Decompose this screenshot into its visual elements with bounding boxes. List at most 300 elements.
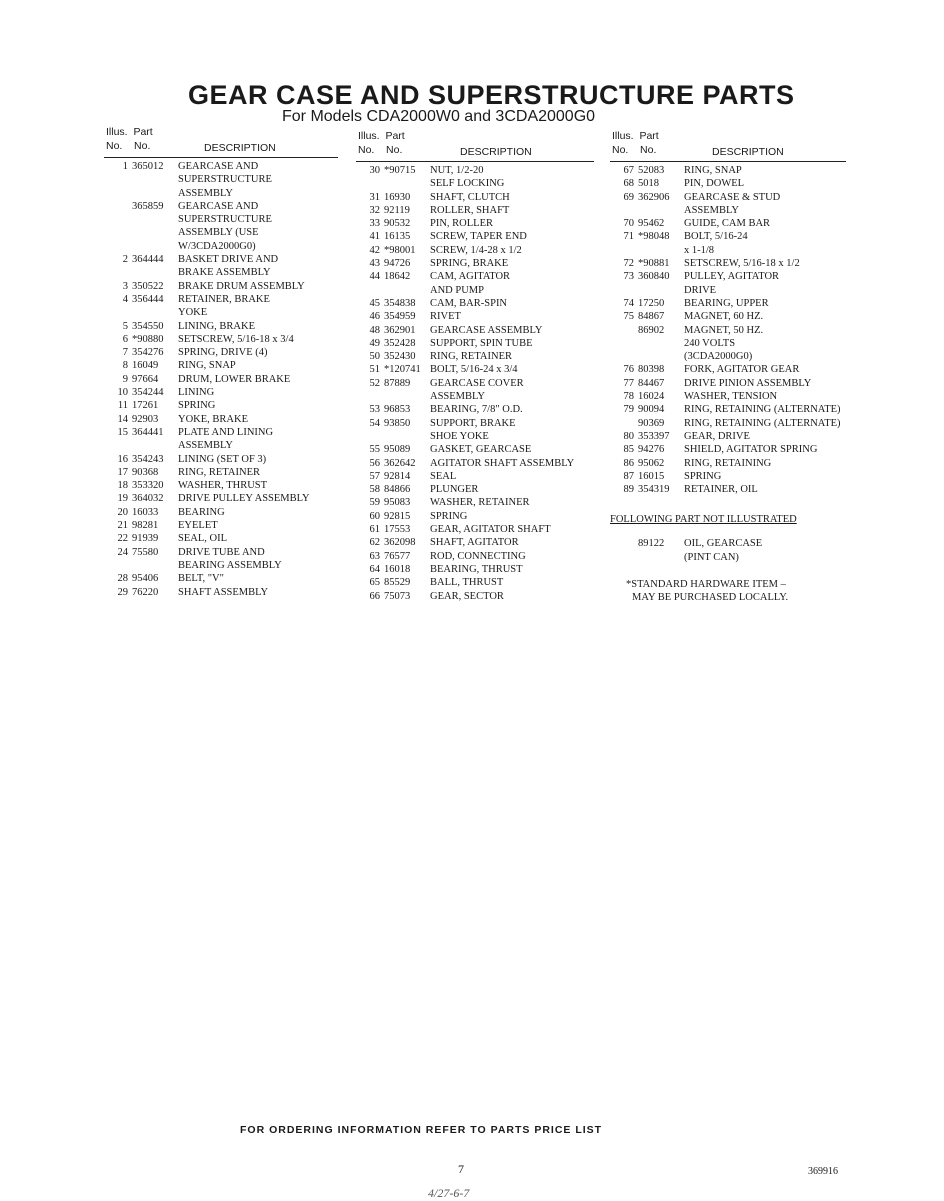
description-line: BOLT, 5/16-24 x 3/4 (430, 364, 518, 376)
part-number: 17261 (132, 400, 159, 412)
part-description (430, 377, 594, 404)
description-line: ROD, CONNECTING (430, 550, 526, 562)
part-row (356, 550, 594, 563)
part-row (610, 457, 846, 470)
illus-number: 64 (369, 563, 380, 575)
part-number: 95406 (132, 573, 159, 585)
part-row (356, 310, 594, 323)
part-number: 90369 (638, 417, 665, 429)
part-number: 76577 (384, 550, 411, 562)
description-line: GEARCASE AND (178, 161, 259, 172)
header-illus-part: Illus. Part (106, 126, 153, 138)
part-description (430, 297, 594, 310)
part-row (610, 297, 846, 310)
description-line: GASKET, GEARCASE (430, 444, 532, 456)
description-line: SPRING (684, 470, 722, 482)
illus-number: 19 (117, 493, 128, 505)
description-line: BELT, "V" (178, 573, 224, 585)
part-number: 95062 (638, 457, 665, 469)
part-row (104, 546, 338, 573)
illus-number: 55 (369, 444, 380, 456)
part-description (178, 373, 338, 386)
illus-number: 75 (623, 311, 634, 323)
part-row (356, 230, 594, 243)
part-row (356, 164, 594, 191)
description-line: BEARING (178, 506, 225, 518)
header-rule (104, 157, 338, 158)
part-row (104, 572, 338, 585)
part-description (684, 324, 846, 364)
illus-number: 28 (117, 573, 128, 585)
part-description (430, 510, 594, 523)
part-number: 86902 (638, 324, 665, 336)
description-line: SUPPORT, SPIN TUBE (430, 337, 533, 349)
part-description (684, 470, 846, 483)
description-line: CAM, AGITATOR (430, 271, 511, 283)
illus-number: 33 (369, 218, 380, 230)
part-row (356, 496, 594, 509)
part-number: 87889 (384, 377, 411, 389)
illus-number: 7 (122, 347, 128, 359)
column-header (356, 130, 594, 164)
part-row (356, 403, 594, 416)
part-description (430, 443, 594, 456)
part-description (430, 483, 594, 496)
part-number: 85529 (384, 577, 411, 589)
description-line: RING, RETAINING (ALTERNATE) (684, 404, 841, 416)
illus-number: 85 (623, 444, 634, 456)
part-number: 365012 (132, 161, 164, 172)
part-description (684, 443, 846, 456)
illus-number: 1 (122, 161, 128, 172)
part-row (104, 386, 338, 399)
description-line: SEAL, OIL (178, 533, 227, 545)
description-line: LINING, BRAKE (178, 320, 255, 332)
part-number: 84467 (638, 377, 665, 389)
ordering-info-footer: FOR ORDERING INFORMATION REFER TO PARTS PRICE LIST (240, 1124, 603, 1136)
part-number: 95089 (384, 444, 411, 456)
part-number: 16015 (638, 470, 665, 482)
part-description (430, 270, 594, 297)
part-row (104, 519, 338, 532)
part-description (430, 217, 594, 230)
illus-number (610, 417, 638, 430)
part-number: 350522 (132, 280, 164, 292)
part-description (430, 244, 594, 257)
part-number: 16930 (384, 191, 411, 203)
part-number: 94276 (638, 444, 665, 456)
part-description (430, 257, 594, 270)
illus-number: 49 (369, 337, 380, 349)
not-illustrated-row (610, 537, 846, 564)
illus-number: 3 (122, 280, 128, 292)
description-line: YOKE, BRAKE (178, 413, 248, 425)
part-number: 362906 (638, 191, 670, 203)
part-description (430, 417, 594, 444)
part-row (104, 426, 338, 453)
part-row (356, 377, 594, 404)
part-number: 93850 (384, 417, 411, 429)
part-description (430, 310, 594, 323)
description-line: SHIELD, AGITATOR SPRING (684, 444, 818, 456)
illus-number: 58 (369, 484, 380, 496)
part-number: 90532 (384, 218, 411, 230)
part-row (356, 457, 594, 470)
description-line: SHAFT, CLUTCH (430, 191, 510, 203)
part-number: 92815 (384, 510, 411, 522)
illus-number: 54 (369, 417, 380, 429)
illus-number: 43 (369, 258, 380, 270)
part-number: 97664 (132, 373, 159, 385)
part-number: 94726 (384, 258, 411, 270)
illus-number: 20 (117, 506, 128, 518)
part-row (104, 506, 338, 519)
description-line: SEAL (430, 470, 457, 482)
part-number: 84867 (638, 311, 665, 323)
description-line: RING, RETAINING (ALTERNATE) (684, 417, 841, 429)
part-row (356, 270, 594, 297)
standard-hardware-note: *STANDARD HARDWARE ITEM – MAY BE PURCHASED LOCALLY. (626, 579, 789, 604)
illus-number: 63 (369, 550, 380, 562)
description-line: MAGNET, 50 HZ. (684, 324, 764, 336)
part-number: 92814 (384, 470, 411, 482)
description-line: SUPERSTRUCTURE (178, 214, 272, 226)
part-description (178, 399, 338, 412)
part-number: 76220 (132, 586, 159, 598)
illus-number: 9 (122, 373, 128, 385)
part-description (430, 337, 594, 350)
description-line: WASHER, THRUST (178, 480, 268, 492)
part-number: 18642 (384, 271, 411, 283)
illus-number: 80 (623, 430, 634, 442)
part-number: *98048 (638, 231, 670, 243)
part-description (178, 386, 338, 399)
illus-number: 86 (623, 457, 634, 469)
part-row (356, 257, 594, 270)
part-row (104, 399, 338, 412)
description-line: GUIDE, CAM BAR (684, 218, 771, 230)
part-description (430, 324, 594, 337)
part-number: 90094 (638, 404, 665, 416)
part-row (356, 563, 594, 576)
description-line: GEAR, DRIVE (684, 430, 750, 442)
illus-number: 24 (117, 546, 128, 558)
description-line: LINING (SET OF 3) (178, 453, 267, 465)
part-row (610, 230, 846, 257)
illus-number: 15 (117, 426, 128, 438)
description-line: AND PUMP (430, 284, 484, 296)
description-line: SUPPORT, BRAKE (430, 417, 516, 429)
description-line: BALL, THRUST (430, 577, 504, 589)
part-row (610, 324, 846, 364)
description-line: YOKE (178, 307, 208, 319)
page-number: 7 (458, 1162, 464, 1176)
illus-number: 60 (369, 510, 380, 522)
part-number: 352428 (384, 337, 416, 349)
part-row (104, 280, 338, 293)
parts-column-1 (104, 126, 338, 599)
description-line: SPRING, BRAKE (430, 258, 509, 270)
illus-number: 77 (623, 377, 634, 389)
description-line: RING, SNAP (178, 360, 236, 372)
part-description (684, 390, 846, 403)
description-line: ASSEMBLY (178, 440, 233, 452)
part-row (104, 453, 338, 466)
page-subtitle: For Models CDA2000W0 and 3CDA2000G0 (282, 108, 596, 125)
illus-number: 61 (369, 524, 380, 536)
description-line: SPRING (430, 510, 468, 522)
illus-number: 70 (623, 218, 634, 230)
description-line: SCREW, TAPER END (430, 231, 527, 243)
part-row (356, 350, 594, 363)
header-rule (356, 161, 594, 162)
part-row (356, 337, 594, 350)
part-number: 16024 (638, 391, 665, 403)
description-line: RETAINER, OIL (684, 484, 758, 496)
illus-number: 73 (623, 271, 634, 283)
part-description (684, 164, 846, 177)
part-number: 75580 (132, 546, 159, 558)
part-number: 354319 (638, 484, 670, 496)
part-description (684, 310, 846, 323)
part-description (178, 546, 338, 573)
description-line: BEARING, 7/8" O.D. (430, 404, 523, 416)
part-description (178, 333, 338, 346)
description-line: 240 VOLTS (684, 337, 736, 349)
illus-number: 22 (117, 533, 128, 545)
part-description (430, 191, 594, 204)
illus-number: 76 (623, 364, 634, 376)
part-number: 84866 (384, 484, 411, 496)
description-line: PLUNGER (430, 484, 479, 496)
description-line: GEAR, AGITATOR SHAFT (430, 524, 551, 536)
part-number: 16033 (132, 506, 159, 518)
part-number: 354276 (132, 347, 164, 359)
description-line: WASHER, RETAINER (430, 497, 530, 509)
part-description (430, 590, 594, 603)
description-line: BEARING, UPPER (684, 297, 769, 309)
part-row (104, 359, 338, 372)
part-row (104, 346, 338, 359)
part-row (610, 377, 846, 390)
description-line: x 1-1/8 (684, 244, 715, 256)
part-description (684, 403, 846, 416)
part-row (356, 576, 594, 589)
description-line: BRAKE ASSEMBLY (178, 267, 271, 279)
description-line: GEARCASE AND (178, 200, 259, 212)
column-header (104, 126, 338, 160)
part-number: 95462 (638, 218, 665, 230)
parts-column-3 (610, 130, 846, 605)
illus-number: 48 (369, 324, 380, 336)
illus-number: 2 (122, 254, 128, 266)
part-row (104, 373, 338, 386)
part-number: *90880 (132, 333, 164, 345)
parts-list (356, 164, 594, 603)
part-description (178, 492, 338, 505)
description-line: LINING (178, 387, 215, 399)
description-line: SPRING (178, 400, 216, 412)
illus-number: 45 (369, 297, 380, 309)
description-line: SETSCREW, 5/16-18 x 1/2 (684, 258, 800, 270)
not-illustrated-heading: FOLLOWING PART NOT ILLUSTRATED (610, 514, 797, 526)
part-number: 354838 (384, 297, 416, 309)
description-line: (3CDA2000G0) (684, 351, 753, 363)
part-row (610, 217, 846, 230)
description-line: NUT, 1/2-20 (430, 165, 484, 176)
part-description (430, 576, 594, 589)
part-number: 362901 (384, 324, 416, 336)
description-line: GEARCASE & STUD (684, 191, 781, 203)
illus-number: 89 (623, 484, 634, 496)
description-line: DRIVE TUBE AND (178, 546, 265, 558)
part-row (610, 310, 846, 323)
part-description (178, 586, 338, 599)
illus-number: 72 (623, 258, 634, 270)
part-description (684, 417, 846, 430)
part-row (610, 177, 846, 190)
illus-number: 71 (623, 231, 634, 243)
illus-number (104, 200, 132, 253)
part-row (104, 466, 338, 479)
illus-number: 18 (117, 480, 128, 492)
header-no: No. No. (358, 144, 403, 156)
part-description (684, 217, 846, 230)
description-line: BEARING ASSEMBLY (178, 559, 282, 571)
header-illus-part: Illus. Part (612, 130, 659, 142)
part-description (178, 280, 338, 293)
part-row (104, 253, 338, 280)
part-description (684, 177, 846, 190)
page-title: GEAR CASE AND SUPERSTRUCTURE PARTS (188, 80, 795, 110)
part-number: 362642 (384, 457, 416, 469)
part-description (178, 346, 338, 359)
part-row (610, 164, 846, 177)
part-row (610, 470, 846, 483)
description-line: BOLT, 5/16-24 (684, 231, 748, 243)
part-row (610, 363, 846, 376)
part-row (610, 483, 846, 496)
description-line: AGITATOR SHAFT ASSEMBLY (430, 457, 575, 469)
part-row (104, 492, 338, 505)
illus-number: 5 (122, 320, 128, 332)
parts-list (610, 164, 846, 496)
part-row (356, 590, 594, 603)
part-row (104, 293, 338, 320)
illus-number: 31 (369, 191, 380, 203)
part-number: 5018 (638, 178, 659, 190)
illus-number: 57 (369, 470, 380, 482)
parts-list (104, 160, 338, 599)
part-number: 96853 (384, 404, 411, 416)
description-line: PIN, DOWEL (684, 178, 745, 190)
illus-number: 74 (623, 297, 634, 309)
part-number: *98001 (384, 244, 416, 256)
description-line: W/3CDA2000G0) (178, 240, 256, 252)
illus-number: 53 (369, 404, 380, 416)
part-description (178, 532, 338, 545)
part-number: 75073 (384, 590, 411, 602)
part-description (430, 350, 594, 363)
part-row (356, 470, 594, 483)
illus-number: 10 (117, 387, 128, 399)
description-line: PLATE AND LINING (178, 426, 274, 438)
description-line: RING, SNAP (684, 165, 742, 176)
description-line: SHAFT, AGITATOR (430, 537, 519, 549)
part-description (430, 164, 594, 191)
illus-number: 30 (369, 165, 380, 176)
part-number: 354244 (132, 387, 164, 399)
part-number: 92119 (384, 204, 410, 216)
part-number: 365859 (132, 200, 164, 212)
header-description: DESCRIPTION (204, 142, 276, 154)
illus-number: 69 (623, 191, 634, 203)
parts-column-2 (356, 130, 594, 603)
header-no: No. No. (612, 144, 657, 156)
document-number: 369916 (808, 1166, 838, 1177)
part-number: 362098 (384, 537, 416, 549)
part-row (610, 270, 846, 297)
illus-number: 4 (122, 293, 128, 305)
header-illus-part: Illus. Part (358, 130, 405, 142)
part-number: 360840 (638, 271, 670, 283)
header-no: No. No. (106, 140, 151, 152)
illus-number: 56 (369, 457, 380, 469)
part-number: 16018 (384, 563, 411, 575)
part-row (104, 320, 338, 333)
description-line: ASSEMBLY (430, 391, 485, 403)
description-line: DRIVE PINION ASSEMBLY (684, 377, 812, 389)
illus-number: 16 (117, 453, 128, 465)
illus-number: 8 (122, 360, 128, 372)
part-number: 98281 (132, 520, 159, 532)
part-description (430, 204, 594, 217)
part-row (104, 479, 338, 492)
part-number: 364032 (132, 493, 164, 505)
description-line: DRUM, LOWER BRAKE (178, 373, 291, 385)
part-row (610, 191, 846, 218)
part-description (684, 430, 846, 443)
description-line: DRIVE PULLEY ASSEMBLY (178, 493, 310, 505)
part-row (610, 430, 846, 443)
part-row (356, 324, 594, 337)
part-row (356, 217, 594, 230)
description-line: RING, RETAINER (430, 351, 512, 363)
part-number: 356444 (132, 293, 164, 305)
description-line: SHAFT ASSEMBLY (178, 586, 269, 598)
part-number: 91939 (132, 533, 159, 545)
column-header (610, 130, 846, 164)
part-number: 364441 (132, 426, 164, 438)
part-description (430, 230, 594, 243)
description-line: SUPERSTRUCTURE (178, 174, 272, 186)
part-description (684, 363, 846, 376)
part-number: *90715 (384, 165, 416, 176)
part-row (356, 363, 594, 376)
part-row (356, 297, 594, 310)
part-description (178, 253, 338, 280)
part-row (356, 443, 594, 456)
part-number: 90368 (132, 466, 159, 478)
part-description (684, 297, 846, 310)
part-row (610, 257, 846, 270)
description-line: ASSEMBLY (USE (178, 227, 259, 239)
part-number: 16135 (384, 231, 411, 243)
description-line: ROLLER, SHAFT (430, 204, 510, 216)
description-line: SPRING, DRIVE (4) (178, 347, 268, 359)
part-row (610, 390, 846, 403)
description-line: RING, RETAINING (684, 457, 772, 469)
